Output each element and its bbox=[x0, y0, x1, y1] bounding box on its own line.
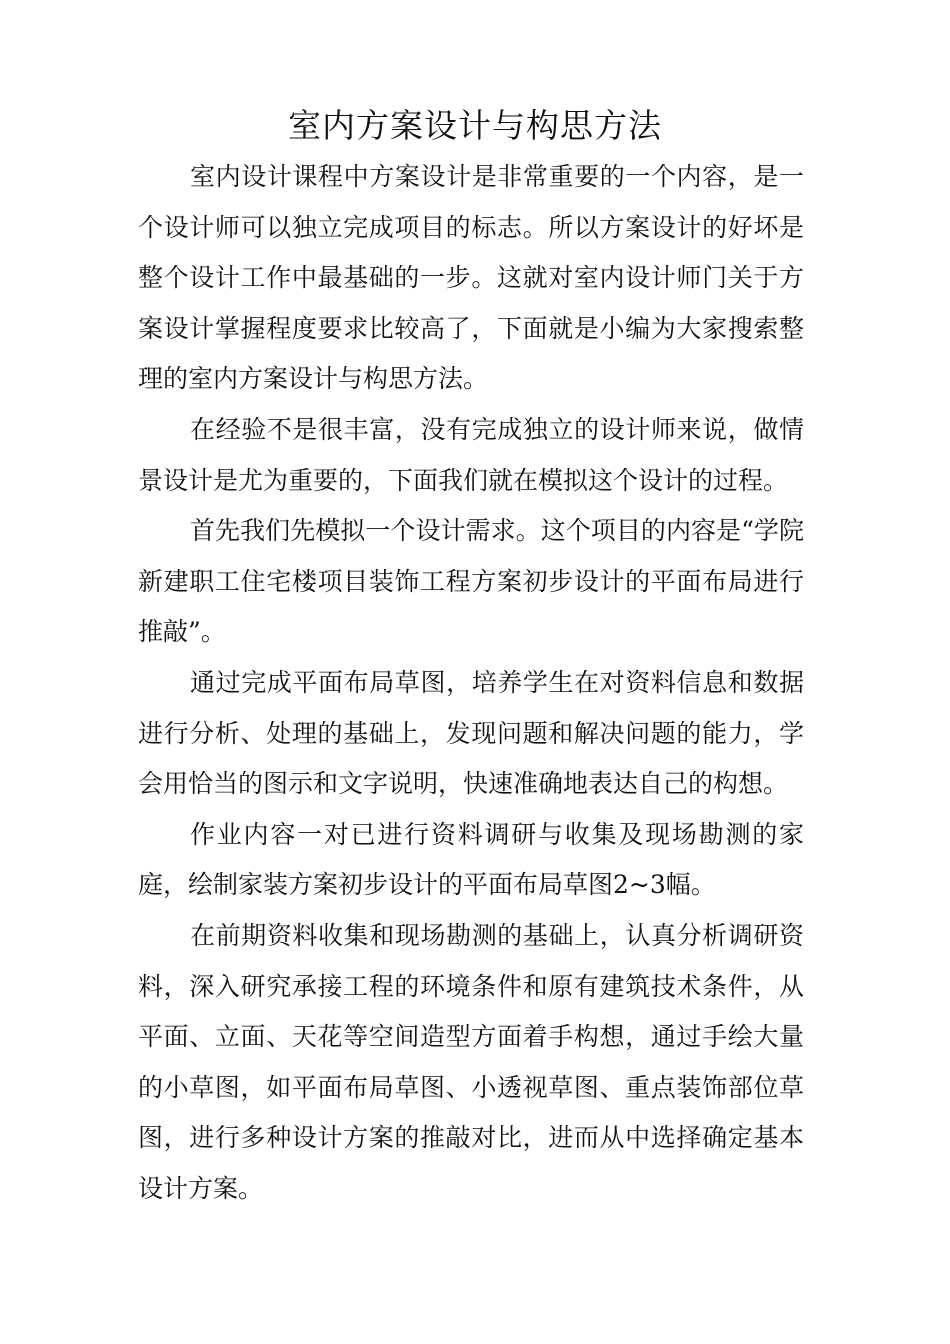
paragraph-3: 首先我们先模拟一个设计需求。这个项目的内容是“学院新建职工住宅楼项目装饰工程方案初步设计的平面布局进行推敲”。 bbox=[138, 516, 804, 647]
paragraph-2: 在经验不是很丰富，没有完成独立的设计师来说，做情景设计是尤为重要的，下面我们就在模拟这个设计的过程。 bbox=[138, 414, 804, 495]
paragraph-1: 室内设计课程中方案设计是非常重要的一个内容，是一个设计师可以独立完成项目的标志。所以方案设计的好坏是整个设计工作中最基础的一步。这就对室内设计师门关于方案设计掌握程度要求比较高了，下面就是小编为大家搜索整理的室内方案设计与构思方法。 bbox=[138, 162, 804, 394]
paragraph-4: 通过完成平面布局草图，培养学生在对资料信息和数据进行分析、处理的基础上，发现问题和解决问题的能力，学会用恰当的图示和文字说明，快速准确地表达自己的构想。 bbox=[138, 667, 804, 799]
document-title: 室内方案设计与构思方法 bbox=[288, 106, 662, 145]
document-body bbox=[138, 152, 804, 1214]
paragraph-6: 在前期资料收集和现场勘测的基础上，认真分析调研资料，深入研究承接工程的环境条件和原有建筑技术条件，从平面、立面、天花等空间造型方面着手构想，通过手绘大量的小草图，如平面布局草图、小透视草图、重点装饰部位草图，进行多种设计方案的推敲对比，进而从中选择确定基本设计方案。 bbox=[138, 920, 804, 1203]
paragraph-5: 作业内容一对已进行资料调研与收集及现场勘测的家庭，绘制家装方案初步设计的平面布局草图2~3幅。 bbox=[138, 819, 804, 900]
